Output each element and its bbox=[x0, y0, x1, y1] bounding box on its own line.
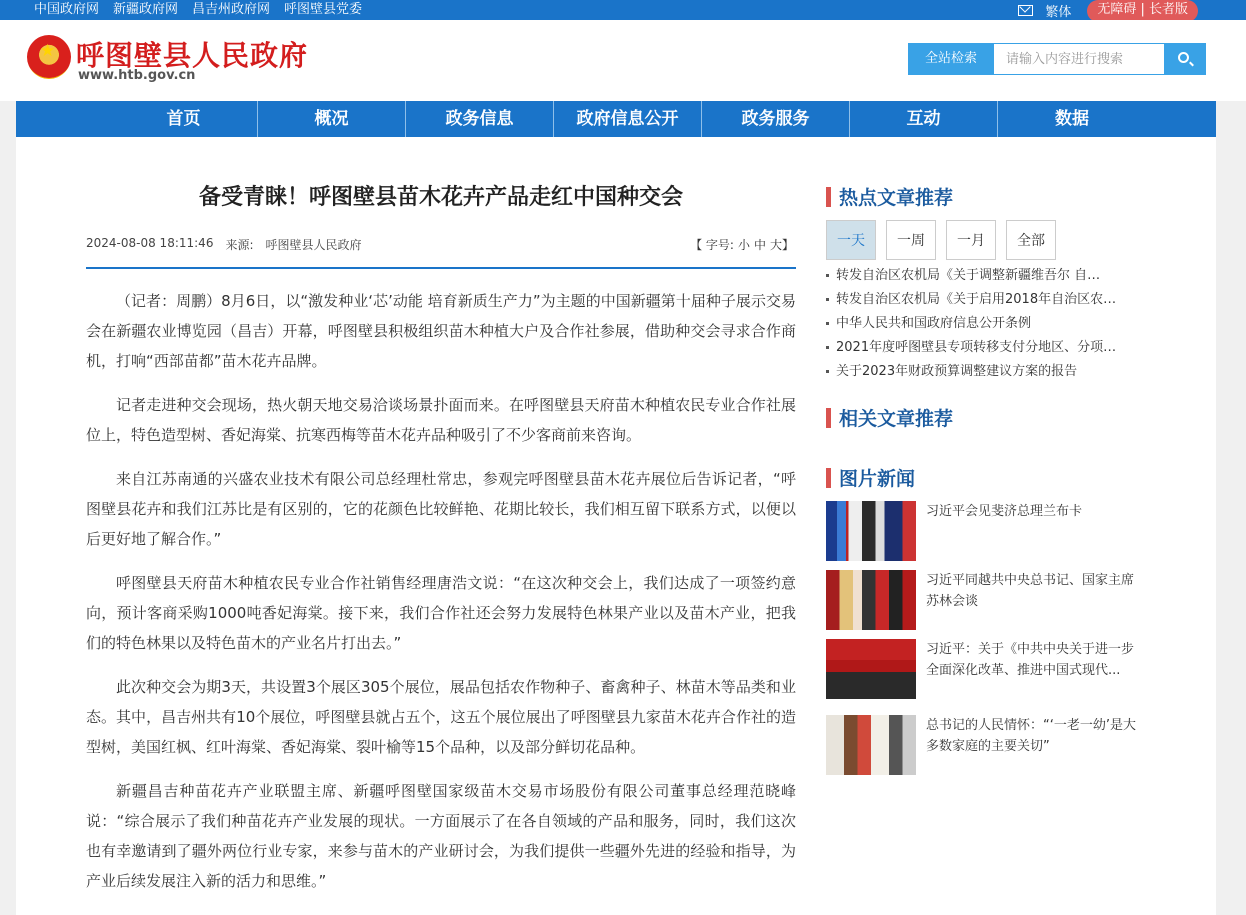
hot-articles-heading bbox=[826, 183, 953, 210]
photo-caption[interactable]: 总书记的人民情怀：“‘一老一幼’是大多数家庭的主要关切” bbox=[926, 718, 1136, 754]
list-item[interactable] bbox=[826, 336, 1136, 360]
top-links bbox=[34, 0, 362, 20]
nav-item-data[interactable]: 数据 bbox=[1055, 109, 1089, 129]
photo-news-title: 图片新闻 bbox=[839, 468, 916, 490]
article-meta bbox=[86, 236, 362, 253]
photo-news-item[interactable] bbox=[826, 570, 1136, 632]
font-size-large[interactable]: 大】 bbox=[769, 238, 794, 252]
search-button[interactable] bbox=[1164, 43, 1206, 75]
article-paragraph: （记者：周鹏）8月6日，以“激发种业‘芯’动能 培育新质生产力”为主题的中国新疆第十届种子展示交易会在新疆农业博览园（昌吉）开幕，呼图壁县积极组织苗木种植大户及合作社参展，借助种交会寻求合作商机，打响“西部苗都”苗木花卉品牌。 bbox=[86, 292, 796, 370]
related-articles-heading bbox=[826, 404, 953, 431]
search-bar bbox=[908, 43, 1206, 75]
article-paragraph: 呼图壁县天府苗木种植农民专业合作社销售经理唐浩文说：“在这次种交会上，我们达成了一项签约意向，预计客商采购1000吨香妃海棠。接下来，我们合作社还会努力发展特色林果产业以及苗木产业，把我们的特色林果以及特色苗木的产业名片打出去。” bbox=[86, 574, 796, 652]
article-paragraph: 记者走进种交会现场，热火朝天地交易洽谈场景扑面而来。在呼图壁县天府苗木种植农民专业合作社展位上，特色造型树、香妃海棠、抗寒西梅等苗木花卉品种吸引了不少客商前来咨询。 bbox=[86, 396, 796, 444]
font-size-label: 【 字号: bbox=[690, 238, 734, 252]
photo-thumbnail[interactable] bbox=[826, 639, 916, 699]
font-size-medium[interactable]: 中 bbox=[753, 238, 766, 252]
bullet-icon bbox=[826, 274, 829, 277]
hot-articles-tabs bbox=[826, 220, 1056, 260]
photo-thumbnail[interactable] bbox=[826, 715, 916, 775]
list-item[interactable] bbox=[826, 360, 1136, 384]
nav-item-info-disclosure[interactable]: 政府信息公开 bbox=[554, 101, 702, 137]
font-size-small[interactable]: 小 bbox=[737, 238, 750, 252]
hot-articles-list bbox=[826, 264, 1136, 384]
national-emblem-icon bbox=[27, 35, 71, 79]
nav-item-overview[interactable]: 概况 bbox=[258, 101, 406, 137]
list-item[interactable] bbox=[826, 312, 1136, 336]
nav-item-interaction[interactable]: 互动 bbox=[850, 101, 998, 137]
heading-accent-bar bbox=[826, 408, 831, 428]
nav-item-gov-info[interactable]: 政务信息 bbox=[406, 101, 554, 137]
list-item-label: 转发自治区农机局《关于启用2018年自治区农… bbox=[836, 292, 1117, 307]
tab-all[interactable]: 全部 bbox=[1006, 220, 1056, 260]
site-title[interactable]: 呼图壁县人民政府 bbox=[76, 39, 309, 72]
font-size-switcher bbox=[690, 236, 794, 253]
article-paragraph: 新疆昌吉种苗花卉产业联盟主席、新疆呼图壁国家级苗木交易市场股份有限公司董事总经理范晓峰说：“综合展示了我们种苗花卉产业发展的现状。一方面展示了在各自领域的产品和服务，同时，我们这次也有幸邀请到了疆外两位行业专家，来参与苗木的产业研讨会，为我们提供一些疆外先进的经验和指导，为产业后续发展注入新的活力和思维。” bbox=[86, 782, 796, 890]
article-title: 备受青睐！呼图壁县苗木花卉产品走红中国种交会 bbox=[198, 185, 683, 210]
bullet-icon bbox=[826, 322, 829, 325]
list-item-label: 2021年度呼图壁县专项转移支付分地区、分项… bbox=[836, 340, 1117, 355]
list-item[interactable] bbox=[826, 264, 1136, 288]
search-scope-label[interactable]: 全站检索 bbox=[908, 43, 994, 75]
list-item-label: 转发自治区农机局《关于调整新疆维吾尔 自… bbox=[836, 268, 1101, 283]
tab-day[interactable]: 一天 bbox=[826, 220, 876, 260]
bullet-icon bbox=[826, 298, 829, 301]
top-link-changji[interactable]: 昌吉州政府网 bbox=[192, 2, 271, 17]
article-source: 呼图壁县人民政府 bbox=[265, 238, 362, 252]
accessibility-button[interactable]: 无障碍 | 长者版 bbox=[1087, 0, 1198, 22]
photo-news-item[interactable] bbox=[826, 639, 1136, 711]
tab-month[interactable]: 一月 bbox=[946, 220, 996, 260]
mail-icon[interactable] bbox=[1018, 5, 1033, 16]
main-nav bbox=[16, 101, 1216, 137]
related-articles-title: 相关文章推荐 bbox=[839, 408, 954, 430]
bullet-icon bbox=[826, 370, 829, 373]
article-paragraph: 此次种交会为期3天，共设置3个展区305个展位，展品包括农作物种子、畜禽种子、林苗木等品类和业态。其中，昌吉州共有10个展位，呼图壁县就占五个，这五个展位展出了呼图壁县九家苗木花卉合作社的造型树，美国红枫、红叶海棠、香妃海棠、裂叶榆等15个品种，以及部分鲜切花品种。 bbox=[86, 678, 796, 756]
search-input[interactable] bbox=[994, 43, 1164, 75]
article-date: 2024-08-08 18:11:46 bbox=[86, 236, 214, 250]
heading-accent-bar bbox=[826, 187, 831, 207]
nav-item-gov-service[interactable]: 政务服务 bbox=[702, 101, 850, 137]
article-paragraph: 来自江苏南通的兴盛农业技术有限公司总经理杜常忠，参观完呼图壁县苗木花卉展位后告诉记者，“呼图壁县花卉和我们江苏比是有区别的，它的花颜色比较鲜艳、花期比较长，我们相互留下联系方式，以便以后更好地了解合作。” bbox=[86, 470, 796, 548]
tab-week[interactable]: 一周 bbox=[886, 220, 936, 260]
photo-caption[interactable]: 习近平会见斐济总理兰布卡 bbox=[926, 504, 1083, 519]
photo-news-item[interactable] bbox=[826, 715, 1136, 777]
top-link-party[interactable]: 呼图壁县党委 bbox=[284, 2, 363, 17]
article-body bbox=[86, 286, 796, 910]
photo-news-item[interactable] bbox=[826, 501, 1136, 563]
site-url: www.htb.gov.cn bbox=[78, 68, 196, 83]
search-icon bbox=[1178, 52, 1189, 63]
photo-news-heading bbox=[826, 464, 915, 491]
top-link-gov-cn[interactable]: 中国政府网 bbox=[34, 2, 100, 17]
top-right-tools bbox=[1018, 0, 1198, 20]
nav-item-home[interactable]: 首页 bbox=[110, 101, 258, 137]
hot-articles-title: 热点文章推荐 bbox=[839, 187, 954, 209]
heading-accent-bar bbox=[826, 468, 831, 488]
top-link-xinjiang[interactable]: 新疆政府网 bbox=[113, 2, 179, 17]
photo-caption[interactable]: 习近平同越共中央总书记、国家主席苏林会谈 bbox=[926, 573, 1135, 609]
article-source-label: 来源: bbox=[225, 238, 254, 252]
list-item-label: 中华人民共和国政府信息公开条例 bbox=[836, 316, 1032, 331]
photo-thumbnail[interactable] bbox=[826, 501, 916, 561]
top-bar bbox=[0, 0, 1246, 20]
traditional-chinese-link[interactable]: 繁体 bbox=[1045, 4, 1072, 20]
title-divider bbox=[86, 267, 796, 269]
list-item-label: 关于2023年财政预算调整建议方案的报告 bbox=[836, 364, 1078, 379]
list-item[interactable] bbox=[826, 288, 1136, 312]
photo-thumbnail[interactable] bbox=[826, 570, 916, 630]
bullet-icon bbox=[826, 346, 829, 349]
photo-caption[interactable]: 习近平：关于《中共中央关于进一步全面深化改革、推进中国式现代... bbox=[926, 642, 1135, 678]
